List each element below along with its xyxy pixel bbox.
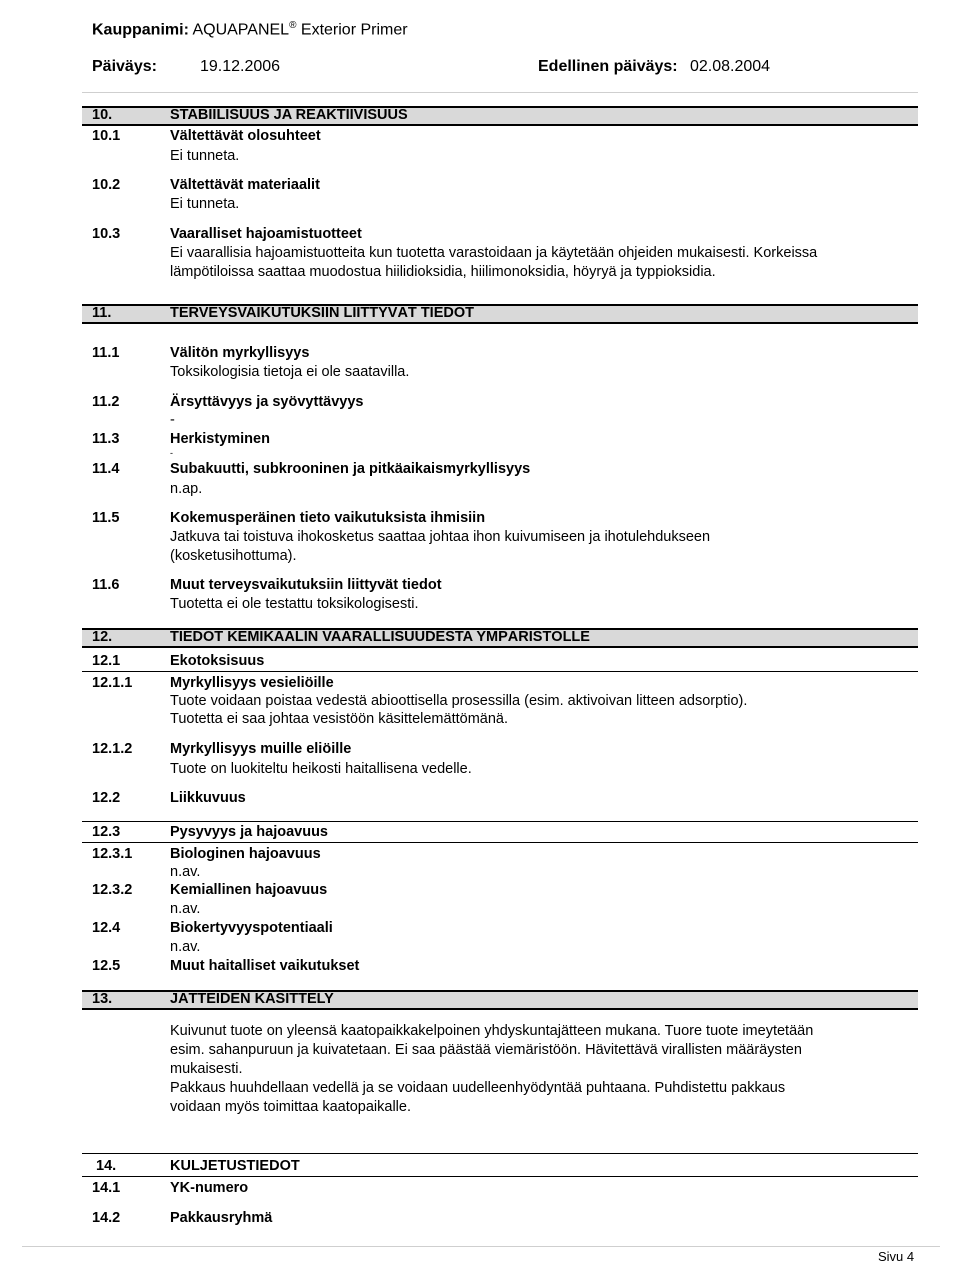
- section-12-3-number: 12.3: [92, 824, 121, 840]
- header-rule: [82, 92, 918, 93]
- section-13-title: JÄTTEIDEN KÄSITTELY: [170, 991, 334, 1007]
- section-12-1-number: 12.1: [92, 653, 121, 669]
- section-12-3-title: Pysyvyys ja hajoavuus: [170, 824, 328, 840]
- page-number: Sivu 4: [878, 1249, 915, 1264]
- section-14-1-number: 14.1: [92, 1180, 121, 1196]
- section-12-3-2-title: Kemiallinen hajoavuus: [170, 882, 328, 898]
- section-10-3-line-1: Ei vaarallisia hajoamistuotteita kun tuotetta varastoidaan ja käytetään ohjeiden mukaisesti. Korkeissa: [170, 245, 818, 261]
- section-10-1-title: Vältettävät olosuhteet: [170, 128, 321, 144]
- section-12-1-2-text: Tuote on luokiteltu heikosti haitallisena vedelle.: [170, 761, 472, 777]
- section-12-2-number: 12.2: [92, 790, 121, 806]
- section-12-3-1-text: n.av.: [170, 864, 201, 880]
- section-11-4-text: n.ap.: [170, 481, 203, 497]
- section-10-3-line-2: lämpötiloissa saattaa muodostua hiilidioksidia, hiilimonoksidia, höyryä ja typpioksidia.: [170, 264, 716, 280]
- section-11-number: 11.: [92, 305, 112, 321]
- section-12-4-title: Biokertyvyyspotentiaali: [170, 920, 333, 936]
- section-12-5-number: 12.5: [92, 958, 121, 974]
- section-12-1-title: Ekotoksisuus: [170, 653, 265, 669]
- section-12-5-title: Muut haitalliset vaikutukset: [170, 958, 360, 974]
- section-13-line-5: voidaan myös toimittaa kaatopaikalle.: [170, 1099, 411, 1115]
- date-value: 19.12.2006: [200, 58, 281, 75]
- section-12-1-2-number: 12.1.2: [92, 741, 133, 757]
- section-11-3-text: -: [170, 448, 173, 458]
- prev-date-value: 02.08.2004: [690, 58, 771, 75]
- section-11-6-title: Muut terveysvaikutuksiin liittyvät tiedot: [170, 577, 442, 593]
- section-13-line-4: Pakkaus huuhdellaan vedellä ja se voidaan uudelleenhyödyntää puhtaana. Puhdistettu pakkaus: [170, 1080, 786, 1096]
- section-13-line-2: esim. sahanpuruun ja kuivatetaan. Ei saa päästää viemäristöön. Hävitettävä virallisten määräysten: [170, 1042, 802, 1058]
- section-11-5-title: Kokemusperäinen tieto vaikutuksista ihmisiin: [170, 510, 486, 526]
- section-12-3-2-text: n.av.: [170, 901, 201, 917]
- section-11-1-title: Välitön myrkyllisyys: [170, 345, 310, 361]
- product-suffix: Exterior Primer: [300, 21, 408, 39]
- section-10-1-number: 10.1: [92, 128, 121, 144]
- section-10-2-number: 10.2: [92, 177, 121, 193]
- section-12-3-1-title: Biologinen hajoavuus: [170, 846, 321, 862]
- section-11-1-number: 11.1: [92, 345, 120, 361]
- section-12-1-rule: [82, 671, 918, 672]
- section-12-1-1-number: 12.1.1: [92, 675, 133, 691]
- section-10-1-text: Ei tunneta.: [170, 148, 240, 164]
- section-12-4-number: 12.4: [92, 920, 121, 936]
- section-14-1-title: YK-numero: [170, 1180, 249, 1196]
- date-label: Päiväys:: [92, 58, 157, 75]
- section-11-4-number: 11.4: [92, 461, 120, 477]
- section-13-line-1: Kuivunut tuote on yleensä kaatopaikkakelpoinen yhdyskuntajätteen mukana. Tuore tuote imeytetään: [170, 1023, 814, 1039]
- section-13-line-3: mukaisesti.: [170, 1061, 243, 1077]
- header-product: [92, 20, 408, 39]
- section-14-title: KULJETUSTIEDOT: [170, 1158, 300, 1174]
- section-11-title: TERVEYSVAIKUTUKSIIN LIITTYVÄT TIEDOT: [170, 305, 474, 321]
- section-12-2-title: Liikkuvuus: [170, 790, 246, 806]
- section-11-2-title: Ärsyttävyys ja syövyttävyys: [170, 394, 364, 410]
- section-11-6-number: 11.6: [92, 577, 120, 593]
- section-12-1-1-line-1: Tuote voidaan poistaa vedestä abioottisella prosessilla (esim. aktivoivan litteen adsorptio).: [170, 693, 748, 709]
- section-12-3-top-rule: [82, 821, 918, 822]
- section-12-number: 12.: [92, 629, 113, 645]
- section-12-4-text: n.av.: [170, 939, 201, 955]
- section-11-6-text: Tuotetta ei ole testattu toksikologisesti.: [170, 596, 419, 612]
- section-12-3-2-number: 12.3.2: [92, 882, 133, 898]
- section-14-rule: [82, 1176, 918, 1177]
- section-10-2-text: Ei tunneta.: [170, 196, 240, 212]
- footer-rule: [22, 1246, 940, 1247]
- section-14-2-title: Pakkausryhmä: [170, 1210, 273, 1226]
- section-12-3-1-number: 12.3.1: [92, 846, 133, 862]
- prev-date-label: Edellinen päiväys:: [538, 58, 678, 75]
- section-11-2-text: -: [170, 412, 175, 428]
- section-12-1-2-title: Myrkyllisyys muille eliöille: [170, 741, 352, 757]
- section-12-3-rule: [82, 842, 918, 843]
- product-label: Kauppanimi:: [92, 21, 189, 39]
- section-10-title: STABIILISUUS JA REAKTIIVISUUS: [170, 107, 408, 123]
- section-11-4-title: Subakuutti, subkrooninen ja pitkäaikaismyrkyllisyys: [170, 461, 531, 477]
- section-11-5-number: 11.5: [92, 510, 120, 526]
- section-12-1-1-line-2: Tuotetta ei saa johtaa vesistöön käsittelemättömänä.: [170, 711, 508, 727]
- section-11-2-number: 11.2: [92, 394, 120, 410]
- product-name: AQUAPANEL: [192, 21, 290, 39]
- registered-mark: ®: [289, 20, 297, 31]
- section-12-1-1-title: Myrkyllisyys vesieliöille: [170, 675, 334, 691]
- section-10-3-title: Vaaralliset hajoamistuotteet: [170, 226, 362, 242]
- section-11-1-text: Toksikologisia tietoja ei ole saatavilla.: [170, 364, 410, 380]
- section-11-3-number: 11.3: [92, 431, 120, 447]
- section-14-top-rule: [82, 1153, 918, 1154]
- section-14-number: 14.: [96, 1158, 117, 1174]
- section-11-3-title: Herkistyminen: [170, 431, 270, 447]
- section-10-2-title: Vältettävät materiaalit: [170, 177, 320, 193]
- section-12-title: TIEDOT KEMIKAALIN VAARALLISUUDESTA YMPÄRISTÖLLE: [170, 629, 590, 645]
- section-11-5-line-1: Jatkuva tai toistuva ihokosketus saattaa johtaa ihon kuivumiseen ja ihotulehdukseen: [170, 529, 711, 545]
- section-10-number: 10.: [92, 107, 113, 123]
- section-14-2-number: 14.2: [92, 1210, 121, 1226]
- section-13-number: 13.: [92, 991, 113, 1007]
- section-11-5-line-2: (kosketusihottuma).: [170, 548, 297, 564]
- section-10-3-number: 10.3: [92, 226, 121, 242]
